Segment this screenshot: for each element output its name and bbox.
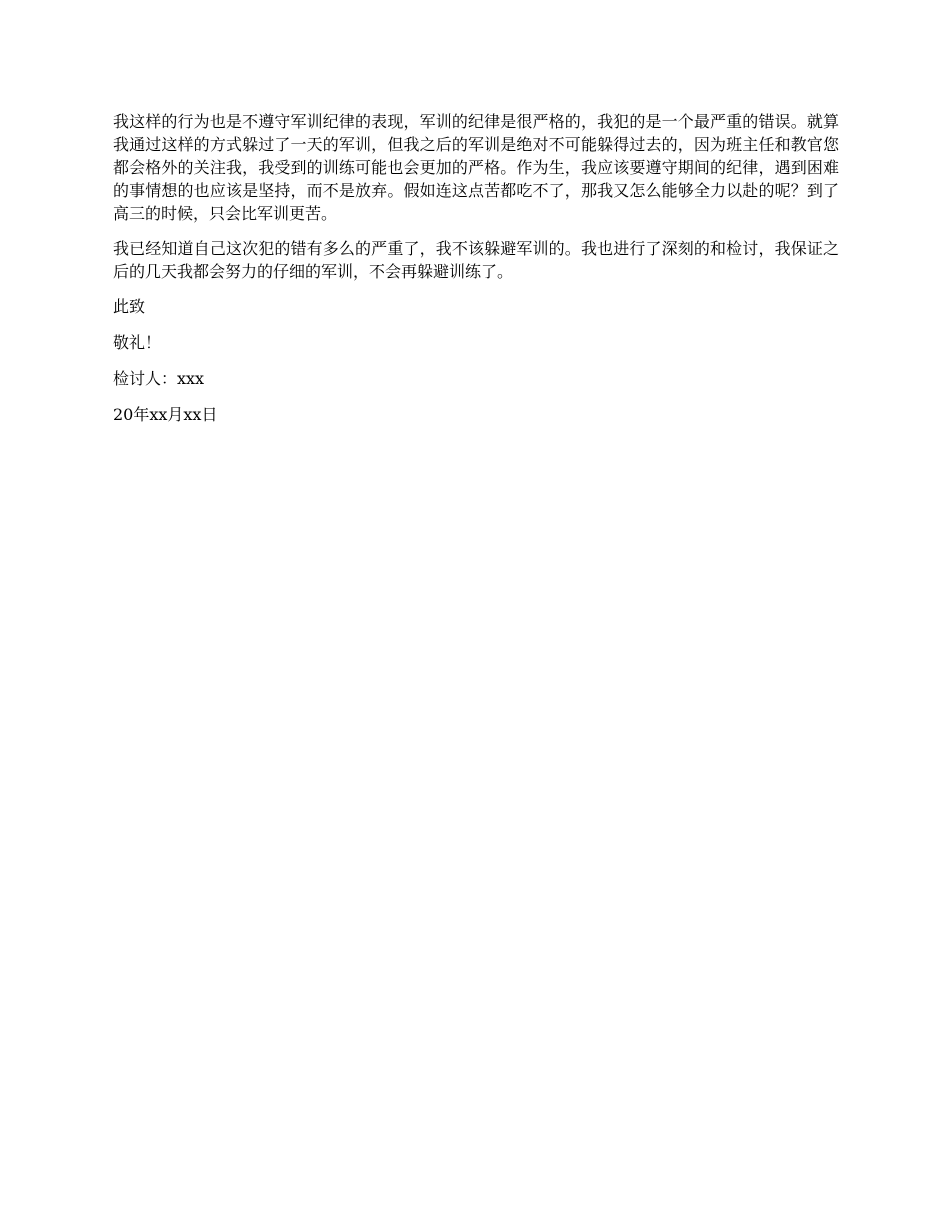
signature-line: 检讨人：xxx	[113, 369, 205, 388]
closing-line: 此致	[113, 297, 146, 316]
body-paragraph-1: 我这样的行为也是不遵守军训纪律的表现，军训的纪律是很严格的，我犯的是一个最严重的错误。就算我通过这样的方式躲过了一天的军训，但我之后的军训是绝对不可能躲得过去的，因为班主任和教官您都会格外的关注我，我受到的训练可能也会更加的严格。作为生，我应该要遵守期间的纪律，遇到困难的事情想的也应该是坚持，而不是放弃。假如连这点苦都吃不了，那我又怎么能够全力以赴的呢？到了高三的时候，只会比军训更苦。	[113, 112, 839, 223]
body-paragraph-2: 我已经知道自己这次犯的错有多么的严重了，我不该躲避军训的。我也进行了深刻的和检讨，我保证之后的几天我都会努力的仔细的军训，不会再躲避训练了。	[113, 239, 839, 281]
document-page	[113, 110, 839, 439]
date-line: 20年xx月xx日	[113, 405, 218, 424]
salute-line: 敬礼！	[113, 333, 162, 352]
